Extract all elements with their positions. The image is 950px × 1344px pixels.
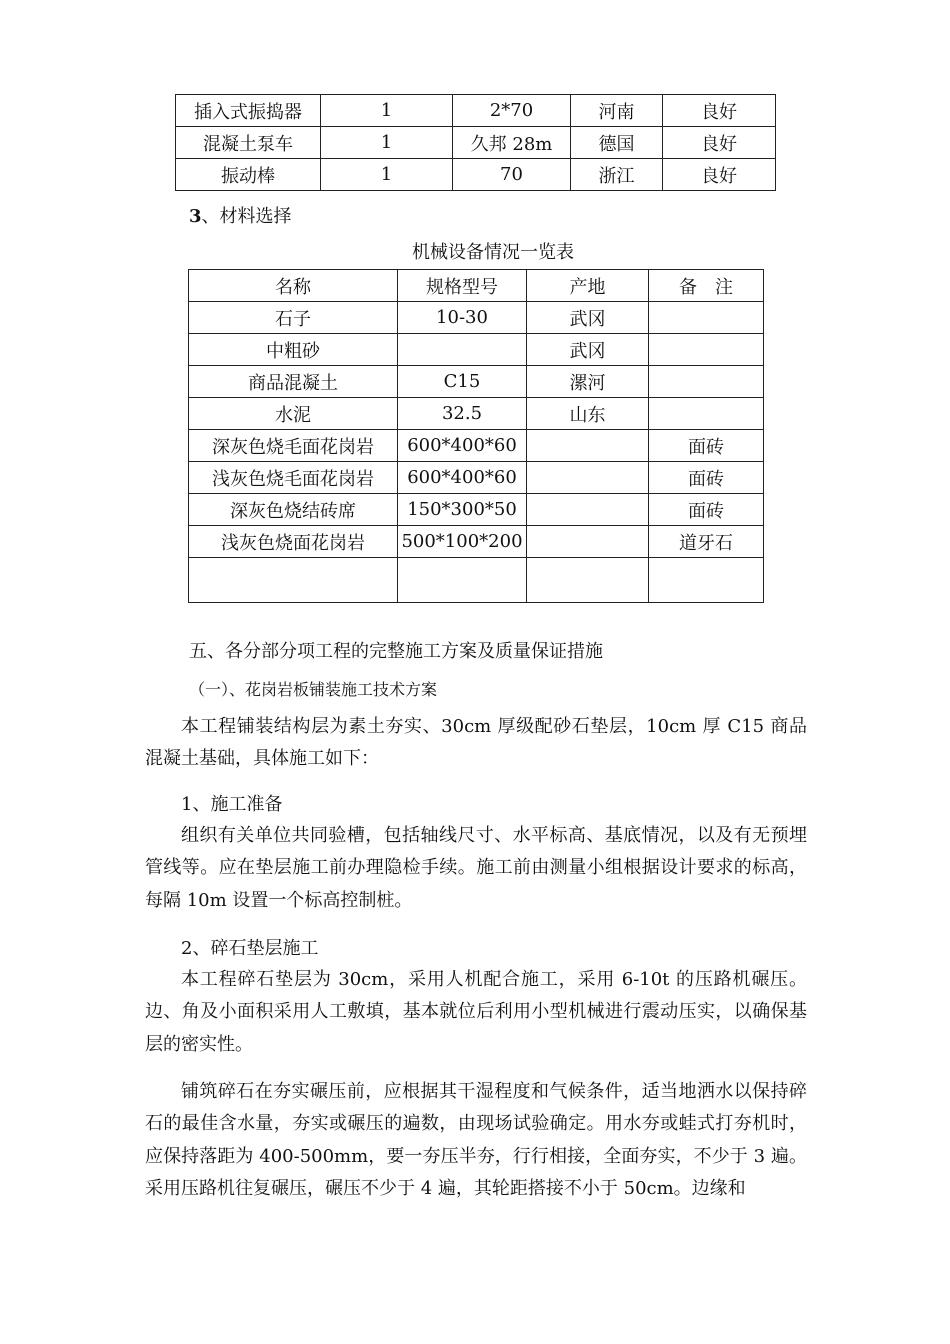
step2-title: 2、碎石垫层施工	[181, 938, 319, 959]
equipment-cell: 振动棒	[176, 159, 321, 191]
equipment-row	[176, 159, 776, 191]
material-cell	[527, 494, 649, 526]
equipment-cell: 良好	[663, 127, 776, 159]
material-cell: 漯河	[527, 366, 649, 398]
material-cell	[527, 430, 649, 462]
equipment-cell: 70	[453, 159, 571, 191]
material-cell: C15	[398, 366, 527, 398]
material-cell	[649, 334, 764, 366]
material-table-caption: 机械设备情况一览表	[412, 242, 574, 263]
material-header-cell: 名称	[189, 270, 398, 302]
material-cell	[398, 558, 527, 603]
material-cell	[398, 334, 527, 366]
section-title: 五、各分部分项工程的完整施工方案及质量保证措施	[189, 641, 603, 662]
step2-paragraph-1: 本工程碎石垫层为 30cm，采用人机配合施工，采用 6-10t 的压路机碾压。边、角及小面积采用人工敷填，基本就位后利用小型机械进行震动压实，以确保基层的密实性。	[145, 969, 807, 1055]
material-cell: 面砖	[649, 462, 764, 494]
equipment-cell: 德国	[571, 127, 663, 159]
material-cell: 武冈	[527, 302, 649, 334]
material-cell	[189, 558, 398, 603]
equipment-row	[176, 95, 776, 127]
material-cell: 500*100*200	[398, 526, 527, 558]
material-row	[189, 494, 764, 526]
equipment-cell: 良好	[663, 159, 776, 191]
material-row	[189, 430, 764, 462]
material-cell	[649, 366, 764, 398]
equipment-cell: 混凝土泵车	[176, 127, 321, 159]
material-cell: 中粗砂	[189, 334, 398, 366]
equipment-table	[175, 94, 776, 191]
material-cell: 浅灰色烧面花岗岩	[189, 526, 398, 558]
material-header-cell: 产地	[527, 270, 649, 302]
material-cell	[527, 526, 649, 558]
equipment-cell: 插入式振捣器	[176, 95, 321, 127]
material-cell: 150*300*50	[398, 494, 527, 526]
material-cell: 水泥	[189, 398, 398, 430]
material-cell: 32.5	[398, 398, 527, 430]
material-heading-text: 、材料选择	[201, 206, 292, 227]
material-row	[189, 302, 764, 334]
material-header-cell: 规格型号	[398, 270, 527, 302]
step1-title: 1、施工准备	[181, 794, 283, 815]
equipment-cell: 久邦 28m	[453, 127, 571, 159]
equipment-cell: 浙江	[571, 159, 663, 191]
step1-paragraph: 组织有关单位共同验槽，包括轴线尺寸、水平标高、基底情况，以及有无预埋管线等。应在垫层施工前办理隐检手续。施工前由测量小组根据设计要求的标高，每隔 10m 设置一个标高控制桩。	[145, 825, 807, 911]
material-cell	[649, 302, 764, 334]
equipment-cell: 2*70	[453, 95, 571, 127]
material-row	[189, 526, 764, 558]
material-cell: 600*400*60	[398, 430, 527, 462]
section-subtitle: （一）、花岗岩板铺装施工技术方案	[189, 680, 438, 699]
material-cell: 浅灰色烧毛面花岗岩	[189, 462, 398, 494]
material-cell: 武冈	[527, 334, 649, 366]
material-table-body	[189, 270, 764, 603]
material-heading-number: 3	[189, 206, 202, 227]
material-table	[188, 269, 764, 603]
material-cell	[527, 462, 649, 494]
material-cell: 石子	[189, 302, 398, 334]
equipment-cell: 良好	[663, 95, 776, 127]
material-cell: 深灰色烧结砖席	[189, 494, 398, 526]
equipment-table-body	[176, 95, 776, 191]
equipment-cell: 1	[321, 159, 453, 191]
material-row	[189, 398, 764, 430]
material-cell	[649, 558, 764, 603]
material-cell: 面砖	[649, 430, 764, 462]
material-row	[189, 462, 764, 494]
material-cell: 山东	[527, 398, 649, 430]
material-header-cell: 备 注	[649, 270, 764, 302]
equipment-row	[176, 127, 776, 159]
material-row	[189, 366, 764, 398]
material-cell: 面砖	[649, 494, 764, 526]
step2-paragraph-2: 铺筑碎石在夯实碾压前，应根据其干湿程度和气候条件，适当地洒水以保持碎石的最佳含水量，夯实或碾压的遍数，由现场试验确定。用水夯或蛙式打夯机时，应保持落距为 400-500mm，要一夯压半夯，行行相接，全面夯实，不少于 3 遍。采用压路机往复碾压，碾压不少于 4 遍，其轮距搭接不小于 50cm。边缘和	[145, 1081, 807, 1200]
material-header-row	[189, 270, 764, 302]
material-cell	[649, 398, 764, 430]
material-cell: 10-30	[398, 302, 527, 334]
material-cell: 道牙石	[649, 526, 764, 558]
material-heading	[189, 202, 292, 228]
material-cell: 深灰色烧毛面花岗岩	[189, 430, 398, 462]
equipment-cell: 河南	[571, 95, 663, 127]
intro-paragraph: 本工程铺装结构层为素土夯实、30cm 厚级配砂石垫层，10cm 厚 C15 商品混凝土基础，具体施工如下：	[145, 716, 807, 770]
material-cell: 商品混凝土	[189, 366, 398, 398]
material-cell	[527, 558, 649, 603]
material-row	[189, 334, 764, 366]
equipment-cell: 1	[321, 95, 453, 127]
material-row	[189, 558, 764, 603]
equipment-cell: 1	[321, 127, 453, 159]
material-cell: 600*400*60	[398, 462, 527, 494]
